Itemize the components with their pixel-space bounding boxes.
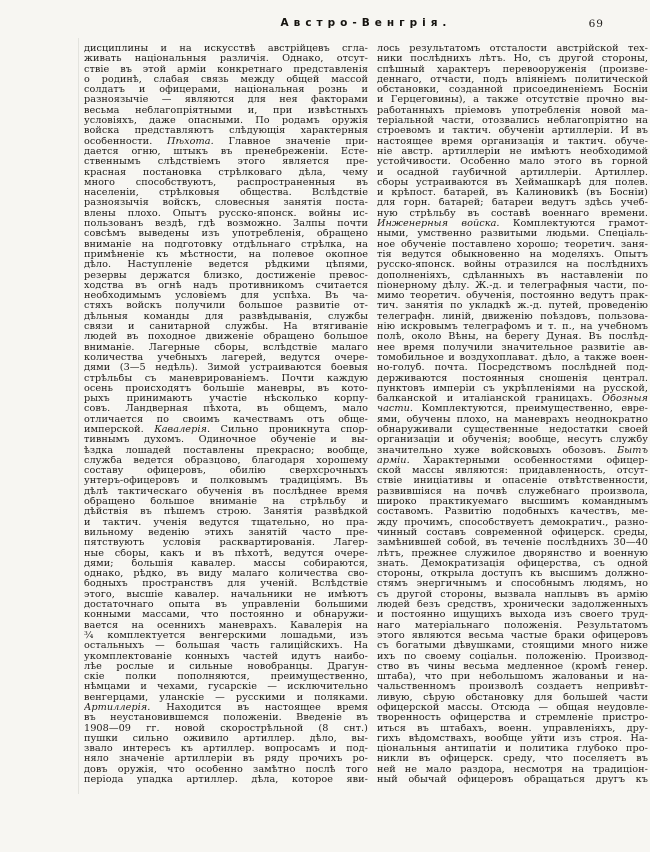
text-line: сборы устраиваются въ Хеймашкарѣ для полев. <box>377 177 648 188</box>
text-line: въ неустановившемся положеніи. Введеніе въ <box>84 713 368 724</box>
text-line: дями (3—5 недѣль). Зимой устраиваются боевыя <box>84 363 368 374</box>
text-line: няло значеніе артиллеріи въ ряду прочихъ ро- <box>84 754 368 765</box>
text-line: ихъ по своему соціальн. положенію. Производ- <box>377 651 648 662</box>
text-line: разноязычіе — являются для нея факторами <box>84 95 368 106</box>
text-line: русско-японск. войны отразился на послѣднихъ <box>377 260 648 271</box>
text-line: Инженерныя войска. Комплектуются грамот- <box>377 219 648 230</box>
text-line: ники послѣднихъ лѣтъ. Но, съ другой стороны, <box>377 54 648 65</box>
text-line: остальныхъ — большая часть галиційскихъ. На <box>84 641 368 652</box>
text-line: офицерской массы. Отсюда — общая неудовле- <box>377 703 648 713</box>
text-line: составу офицеровъ, обилію сверхсрочныхъ <box>84 466 368 477</box>
text-line: и крѣпост. батарей, въ Калиновикѣ (въ Босніи) <box>377 188 648 199</box>
text-line: широко практикуемаго высшимъ команднымъ <box>377 497 648 508</box>
text-line: значительно хуже войсковыхъ обозовъ. Бытъ <box>377 445 648 456</box>
text-line: настоящее время организація и тактич. обуче- <box>377 136 648 147</box>
text-line: ство въ чины весьма медленное (кромѣ генер. <box>377 661 648 672</box>
text-line: строевомъ и тактич. обученіи артиллеріи. И въ <box>377 126 648 137</box>
text-line: ственнымъ слѣдствіемъ этого является пре- <box>84 157 368 168</box>
text-line: 1908—09 гг. новой скорострѣльной (8 снт.) <box>84 723 368 734</box>
text-line: много способствуютъ, распространенныя въ <box>84 177 368 188</box>
text-line: держиваются постоянныя сношенія централ. <box>377 373 648 384</box>
text-line: особенности. Пѣхота. Главное значеніе при- <box>84 136 368 147</box>
text-line: чинный составъ современной офицерск. среды, <box>377 527 648 538</box>
text-line: ствіе иниціативы и опасеніе отвѣтственности, <box>377 476 648 487</box>
text-line: ской массы являются: придавленность, отсут- <box>377 466 648 477</box>
text-line: Артиллерія. Находится въ настоящее время <box>84 703 368 713</box>
text-column-left <box>84 44 368 785</box>
text-line: вильному веденію этихъ занятій часто пре- <box>84 527 368 538</box>
text-line: жду прочимъ, способствуетъ демократич., разно- <box>377 517 648 528</box>
text-line: укомплектованіе конныхъ частей идутъ наибо- <box>84 651 368 662</box>
text-line: обращено большое вниманіе на стрѣльбу и <box>84 497 368 508</box>
text-line: стяхъ войскъ получили большое развитіе от- <box>84 301 368 312</box>
text-line: ями, обучены плохо, на маневрахъ неоднократно <box>377 414 648 425</box>
text-line: и Герцеговины), а также отсутствіе прочно вы- <box>377 95 648 106</box>
text-line: нію искровымъ телеграфомъ и т. п., на учебномъ <box>377 322 648 333</box>
text-line: служба ведется образцово, благодаря хорошему <box>84 455 368 466</box>
text-line: но-голуб. почта. Посредствомъ послѣдней под- <box>377 363 648 374</box>
text-line: лѣе рослые и сильные новобранцы. Драгун- <box>84 661 368 672</box>
text-line: бодныхъ пространствъ для ученій. Вслѣдствіе <box>84 579 368 590</box>
text-line: части. Комплектуются, преимущественно, евре- <box>377 404 648 415</box>
text-line: съ другой стороны, вызвала наплывъ въ армію <box>377 589 648 600</box>
text-line: спѣшный характеръ перевооруженія (произве- <box>377 64 648 75</box>
text-line: вниманіе на подготовку отдѣльнаго стрѣлка, на <box>84 239 368 250</box>
text-line: періода упадка артиллер. дѣла, которое яви- <box>84 775 368 786</box>
text-line: весьма неблагопріятными и, при извѣстныхъ <box>84 105 368 116</box>
text-line: количества учебныхъ лагерей, ведутся очере- <box>84 352 368 363</box>
text-line: иться въ штабахъ, военн. управленіяхъ, дру- <box>377 723 648 734</box>
text-line: рыхъ принимаютъ участіе нѣсколько корпу- <box>84 394 368 405</box>
text-line: пятствуютъ условія расквартированія. Лагер- <box>84 538 368 549</box>
text-line: ствіе въ этой арміи конкретнаго представленія <box>84 64 368 75</box>
text-line: и постоянно ищущихъ выхода изъ своего труд- <box>377 610 648 621</box>
text-line: дями; большія кавалер. массы собираются, <box>84 558 368 569</box>
text-line: обстановки, созданной присоединеніемъ Босніи <box>377 85 648 96</box>
text-line: влены плохо. Опытъ русско-японск. войны ис- <box>84 208 368 219</box>
text-line: дѣло. Наступленіе ведется рѣдкими цѣпями, <box>84 260 368 271</box>
text-line: унтеръ-офицеровъ и полковымъ традиціямъ. Въ <box>84 476 368 487</box>
text-line: устойчивости. Особенно мало этого въ горной <box>377 157 648 168</box>
text-line: довъ оружія, что особенно замѣтно послѣ того <box>84 764 368 775</box>
text-line: ными, умственно развитыми людьми. Спеціаль- <box>377 229 648 240</box>
text-line: венгерцами, уланскіе — русскими и поляками. <box>84 692 368 703</box>
text-line: и осадной гаубичной артиллеріи. Артиллер. <box>377 167 648 178</box>
text-line: творенность офицерства и стремленіе пристро- <box>377 713 648 724</box>
text-line: ней не мало раздора, несмотря на традиціон- <box>377 764 648 775</box>
text-line: отличается по своимъ качествамъ отъ обще- <box>84 414 368 425</box>
text-line: имперской. Кавалерія. Сильно проникнута спор- <box>84 424 368 435</box>
text-line: организаціи и обученія; вообще, несутъ службу <box>377 435 648 446</box>
text-line: условіяхъ, даже опасными. По родамъ оружія <box>84 116 368 127</box>
text-line: ный обычай офицеровъ обращаться другъ къ <box>377 775 648 786</box>
text-line: тич. занятія по укладкѣ ж.-д. путей, проведенію <box>377 301 648 312</box>
text-line: людей безъ средствъ, хронически задолженныхъ <box>377 600 648 611</box>
text-line: ѣздка лошадей поставлены прекрасно; вообще, <box>84 445 368 456</box>
text-line: людей въ походное движеніе обращено большое <box>84 332 368 343</box>
text-line: вниманіе. Лагерные сборы, вслѣдствіе малаго <box>84 342 368 353</box>
text-line: лѣтъ, прежнее служилое дворянство и военную <box>377 548 648 559</box>
text-line: и тактич. ученія ведутся тщательно, но пра- <box>84 517 368 528</box>
text-line: ное обученіе поставлено хорошо; теоретич. заня- <box>377 239 648 250</box>
scan-edge-artifact <box>78 38 79 794</box>
text-line: арміи. Характерными особенностями офицер- <box>377 455 648 466</box>
text-line: о родинѣ, слабая связь между общей массой <box>84 74 368 85</box>
text-line: стямъ энергичнымъ и способнымъ людямъ, но <box>377 579 648 590</box>
text-line: телеграфн. линій, движенію поѣздовъ, пользова- <box>377 311 648 322</box>
text-line: развившіяся на почвѣ служебнаго произвола, <box>377 486 648 497</box>
text-line: красная постановка стрѣлковаго дѣла, чему <box>84 167 368 178</box>
text-line: связи и санитарной службы. На втягиваніе <box>84 322 368 333</box>
page-number: 69 <box>588 18 604 30</box>
text-line: пользованъ вездѣ, гдѣ возможно. Залпы почти <box>84 219 368 230</box>
text-line: совсѣмъ выведены изъ употребленія, обращено <box>84 229 368 240</box>
text-line: дѣльныя команды для развѣдыванія, службы <box>84 311 368 322</box>
text-line: томобильное и воздухоплават. дѣло, а также воен- <box>377 352 648 363</box>
text-line: дополненіяхъ, сдѣланныхъ въ наставленіи по <box>377 270 648 281</box>
text-line: замѣнившей собой, въ теченіе послѣднихъ 30—40 <box>377 538 648 549</box>
text-line: примѣненіе къ мѣстности, на полевое окопное <box>84 249 368 260</box>
text-line: тія ведутся обыкновенно на моделяхъ. Опытъ <box>377 249 648 260</box>
text-line: ную стрѣльбу въ составѣ военнаго времени. <box>377 208 648 219</box>
text-line: резервы держатся близко, достиженіе превос- <box>84 270 368 281</box>
text-line: лось результатомъ отсталости австрійской тех- <box>377 44 648 54</box>
text-line: ливую, сѣрую обстановку для большей части <box>377 692 648 703</box>
text-line: совъ. Ландверная пѣхота, въ общемъ, мало <box>84 404 368 415</box>
text-line: балканской и италіанской границахъ. Обозныя <box>377 394 648 405</box>
text-line: ходства въ огнѣ надъ противникомъ считается <box>84 280 368 291</box>
text-line: вается на осеннихъ маневрахъ. Кавалерія на <box>84 620 368 631</box>
text-line: этого являются весьма частые браки офицеровъ <box>377 630 648 641</box>
text-line: наго матеріальнаго положенія. Результатомъ <box>377 620 648 631</box>
text-line: войска представляютъ слѣдующія характерныя <box>84 126 368 137</box>
text-line: пунктовъ имперіи съ укрѣпленіями на русской, <box>377 383 648 394</box>
text-line: гихъ вѣдомствахъ, вообще уйти изъ строя. На- <box>377 733 648 744</box>
text-line: теріальной части, отозвались неблагопріятно на <box>377 116 648 127</box>
text-line: піонерному дѣлу. Ж.-д. и телеграфныя части, по- <box>377 280 648 291</box>
text-line: необходимымъ условіемъ для успѣха. Въ ча- <box>84 291 368 302</box>
text-line: дисциплины и на искусствѣ австрійцевъ сгла- <box>84 44 368 54</box>
text-line: осень происходятъ большіе маневры, въ кото- <box>84 383 368 394</box>
text-line: солдатъ и офицерами, національная рознь и <box>84 85 368 96</box>
text-line: ные сборы, какъ и въ пѣхотѣ, ведутся очере- <box>84 548 368 559</box>
text-line: обнаруживали существенные недостатки своей <box>377 424 648 435</box>
page-header <box>84 17 648 33</box>
text-line: звало интересъ къ артиллер. вопросамъ и под- <box>84 744 368 755</box>
text-line: пушки сильно оживило артиллер. дѣло, вы- <box>84 733 368 744</box>
text-line: составомъ. Развитію подобныхъ качествъ, ме- <box>377 507 648 518</box>
text-line: ¾ комплектуется венгерскими лошадьми, изъ <box>84 630 368 641</box>
text-line: стороны, открыла доступъ къ высшимъ должно- <box>377 569 648 580</box>
text-column-right <box>377 44 648 785</box>
text-line: скіе полки пополняются, преимущественно, <box>84 672 368 683</box>
text-line: мимо теоретич. обученія, постоянно ведутъ прак- <box>377 291 648 302</box>
text-line: достаточнаго опыта въ управленіи большими <box>84 600 368 611</box>
text-line: тивнымъ духомъ. Одиночное обученіе и вы- <box>84 435 368 446</box>
text-line: ніе австр. артиллеріи не имѣютъ необходимой <box>377 146 648 157</box>
text-line: штаба), что при небольшомъ жалованьи и на- <box>377 672 648 683</box>
text-line: разноязычія войскъ, словесныя занятія поста- <box>84 198 368 209</box>
running-title: Австро-Венгрія. <box>280 17 452 29</box>
text-columns <box>84 44 648 785</box>
text-line: живать національныя различія. Однако, отсут- <box>84 54 368 65</box>
text-line: чальственномъ произволѣ создаетъ непривѣт- <box>377 682 648 693</box>
text-line: съ богатыми дѣвушками, стоящими много ниже <box>377 641 648 652</box>
text-line: ціональныя антипатіи и политика глубоко про- <box>377 744 648 755</box>
text-line: конными массами, что постоянно и обнаружи- <box>84 610 368 621</box>
text-line: деннаго, отчасти, подъ вліяніемъ политической <box>377 74 648 85</box>
text-line: знать. Демократизація офицерства, съ одной <box>377 558 648 569</box>
text-line: нее время получили значительное развитіе ав- <box>377 342 648 353</box>
text-line: населеніи, стрѣлковыя общества. Вслѣдствіе <box>84 188 368 199</box>
text-line: дается огню, штыкъ въ пренебреженіи. Есте- <box>84 146 368 157</box>
text-line: дѣйствія въ пѣшемъ строю. Занятія развѣдкой <box>84 507 368 518</box>
text-line: этого, высшіе кавалер. начальники не имѣютъ <box>84 589 368 600</box>
text-line: полѣ, около Вѣны, на берегу Дуная. Въ послѣд- <box>377 332 648 343</box>
text-line: нѣмцами и чехами, гусарскіе — исключительно <box>84 682 368 693</box>
text-line: дѣлѣ тактическаго обученія въ послѣднее время <box>84 486 368 497</box>
text-line: стрѣльбы съ маневрированіемъ. Почти каждую <box>84 373 368 384</box>
text-line: для горн. батарей; батареи ведутъ здѣсь учеб- <box>377 198 648 209</box>
text-line: работанныхъ пріемовъ употребленія новой ма- <box>377 105 648 116</box>
text-line: никли въ офицерск. среду, что поселяетъ въ <box>377 754 648 765</box>
text-line: однако, рѣдко, въ виду малаго количества сво- <box>84 569 368 580</box>
